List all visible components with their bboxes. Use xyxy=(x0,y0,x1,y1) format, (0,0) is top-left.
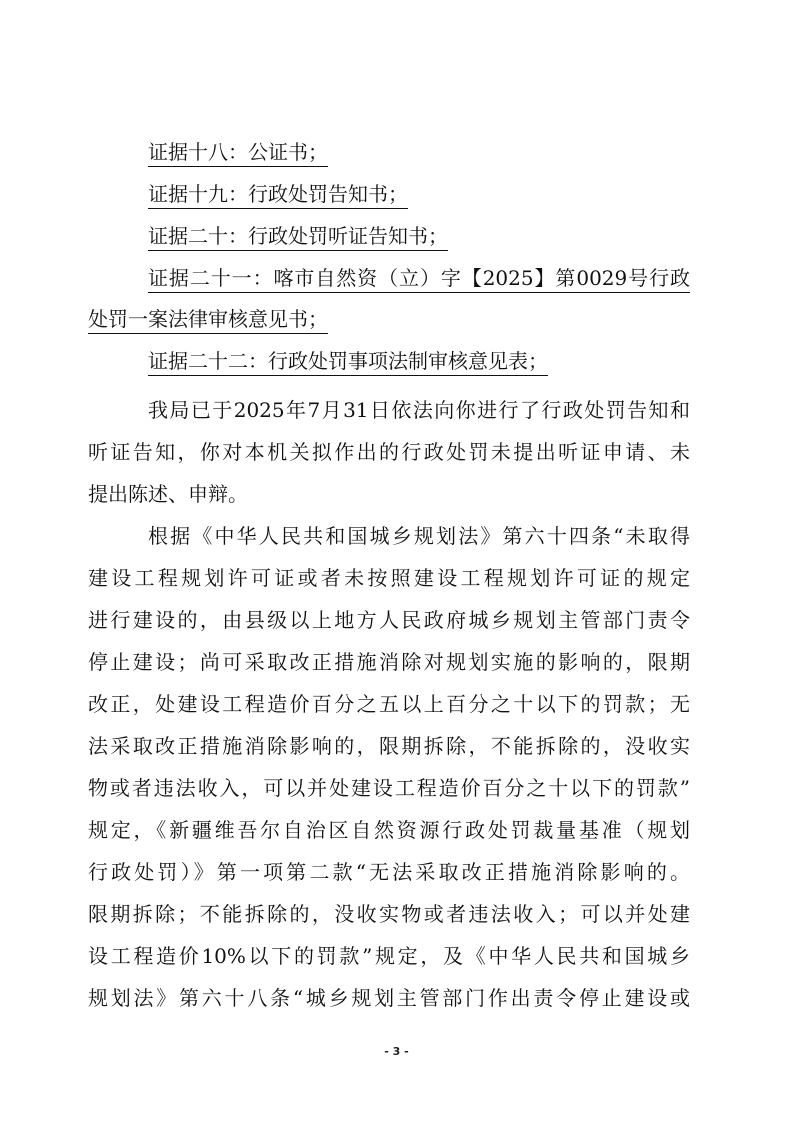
evidence-18-line xyxy=(0,139,793,179)
legal-paragraph-line1: 根据《中华人民共和国城乡规划法》第六十四条“未取得 xyxy=(148,524,690,548)
legal-paragraph-line10: 限期拆除；不能拆除的，没收实物或者违法收入；可以并处建 xyxy=(88,902,690,926)
legal-paragraph-line7: 物或者违法收入，可以并处建设工程造价百分之十以下的罚款” xyxy=(88,776,690,800)
page-number: - 3 - xyxy=(384,1045,409,1058)
notice-paragraph-line2: 听证告知，你对本机关拟作出的行政处罚未提出听证申请、未 xyxy=(88,440,690,464)
evidence-20-text: 证据二十：行政处罚听证告知书； xyxy=(148,223,448,251)
legal-paragraph-line2: 建设工程规划许可证或者未按照建设工程规划许可证的规定 xyxy=(88,566,690,590)
notice-paragraph-line1: 我局已于2025年7月31日依法向你进行了行政处罚告知和 xyxy=(148,398,690,422)
notice-paragraph-line3: 提出陈述、申辩。 xyxy=(88,482,248,506)
evidence-18-text: 证据十八：公证书； xyxy=(148,139,328,167)
evidence-21-text-part2: 处罚一案法律审核意见书； xyxy=(88,306,328,334)
legal-paragraph-line3: 进行建设的，由县级以上地方人民政府城乡规划主管部门责令 xyxy=(88,608,690,632)
evidence-20-line xyxy=(0,223,793,263)
evidence-21-line2 xyxy=(0,306,793,346)
evidence-22-text: 证据二十二：行政处罚事项法制审核意见表； xyxy=(148,348,548,376)
legal-paragraph-line9: 行政处罚）》第一项第二款“无法采取改正措施消除影响的。 xyxy=(88,860,690,884)
evidence-21-line1 xyxy=(0,265,793,305)
evidence-19-line xyxy=(0,181,793,221)
legal-paragraph-line12: 规划法》第六十八条“城乡规划主管部门作出责令停止建设或 xyxy=(88,986,690,1010)
legal-paragraph-line4: 停止建设；尚可采取改正措施消除对规划实施的影响的，限期 xyxy=(88,650,690,674)
evidence-21-text-part1: 证据二十一：喀市自然资（立）字【2025】第0029号行政 xyxy=(148,266,690,290)
legal-paragraph-line6: 法采取改正措施消除影响的，限期拆除，不能拆除的，没收实 xyxy=(88,734,690,758)
legal-paragraph-line8: 规定，《新疆维吾尔自治区自然资源行政处罚裁量基准（规划 xyxy=(88,818,690,842)
evidence-19-text: 证据十九：行政处罚告知书； xyxy=(148,181,408,209)
legal-paragraph-line5: 改正，处建设工程造价百分之五以上百分之十以下的罚款；无 xyxy=(88,692,690,716)
legal-paragraph-line11: 设工程造价10%以下的罚款”规定，及《中华人民共和国城乡 xyxy=(88,944,690,968)
evidence-22-line xyxy=(0,348,793,388)
